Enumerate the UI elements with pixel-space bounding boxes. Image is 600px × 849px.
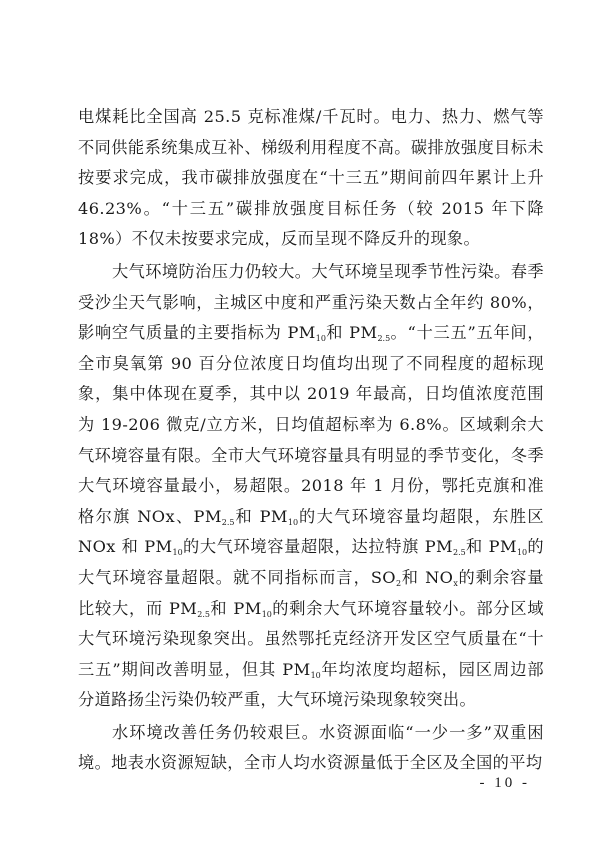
subscript: 2.5 bbox=[221, 517, 235, 527]
text-run: 年均浓度均超标，园区周边部分道路扬尘污染仍较严重，大气环境污染现象较突出。 bbox=[78, 659, 544, 710]
subscript: 10 bbox=[172, 548, 183, 558]
subscript: 10 bbox=[261, 609, 272, 619]
text-run: 和 PM bbox=[325, 323, 378, 343]
text-run: 和 PM bbox=[210, 598, 262, 618]
paragraph-air-environment bbox=[78, 257, 544, 716]
text-run: 水环境改善任务仍较艰巨。水资源面临“一少一多”双重困境。地表水资源短缺，全市人均水资源量低于全区及全国的平均 bbox=[78, 722, 544, 773]
subscript: 10 bbox=[287, 517, 299, 527]
text-run: 和 PM bbox=[465, 537, 517, 557]
text-run: 的剩余容量比较大，而 PM bbox=[78, 567, 544, 618]
subscript: 10 bbox=[310, 670, 321, 680]
subscript: 2.5 bbox=[453, 548, 466, 558]
text-run: 电煤耗比全国高 25.5 克标准煤/千瓦时。电力、热力、燃气等不同供能系统集成互补、梯级利用程度不高。碳排放强度目标未按要求完成，我市碳排放强度在“十三五”期间前四年累计上升 46.23%。“十三五”碳排放强度目标任务（较 2015 年下降 18%）不仅未按要求完成，反而呈现不降反升的现象。 bbox=[78, 107, 544, 249]
text-run: 的剩余大气环境容量较小。部分区域大气环境污染现象突出。虽然鄂托克经济开发区空气质量在“十三五”期间改善明显，但其 PM bbox=[78, 598, 545, 679]
subscript: 10 bbox=[516, 548, 528, 558]
text-run: 的大气环境容量均超限，东胜区 NOx 和 PM bbox=[78, 506, 544, 557]
subscript: 2 bbox=[395, 578, 402, 588]
document-body bbox=[78, 102, 544, 779]
text-run: 和 PM bbox=[234, 506, 288, 526]
text-run: 的大气环境容量超限。就不同指标而言，SO bbox=[78, 537, 544, 587]
text-run: 大气环境防治压力仍较大。大气环境呈现季节性污染。春季受沙尘天气影响，主城区中度和严重污染天数占全年约 80%，影响空气质量的主要指标为 PM bbox=[78, 261, 544, 343]
text-run: 和 NO bbox=[401, 567, 454, 587]
page-number: - 10 - bbox=[479, 775, 530, 791]
subscript: 2.5 bbox=[377, 334, 391, 344]
paragraph-continued bbox=[78, 102, 544, 255]
subscript: 10 bbox=[315, 334, 326, 344]
subscript: 2.5 bbox=[197, 609, 211, 619]
paragraph-water-environment bbox=[78, 718, 544, 779]
subscript: x bbox=[453, 578, 458, 588]
text-run: 的大气环境容量超限，达拉特旗 PM bbox=[182, 537, 453, 557]
text-run: 。“十三五”五年间，全市臭氧第 90 百分位浓度日均值均出现了不同程度的超标现象，集中体现在夏季，其中以 2019 年最高，日均值浓度范围为 19-206 微克/立方米，日均值超标率为 6.8%。区域剩余大气环境容量有限。全市大气环境容量具有明显的季节变化，冬季大气环境容量最小，易超限。2018 年 1 月份，鄂托克旗和准格尔旗 NOx、PM bbox=[78, 323, 544, 526]
